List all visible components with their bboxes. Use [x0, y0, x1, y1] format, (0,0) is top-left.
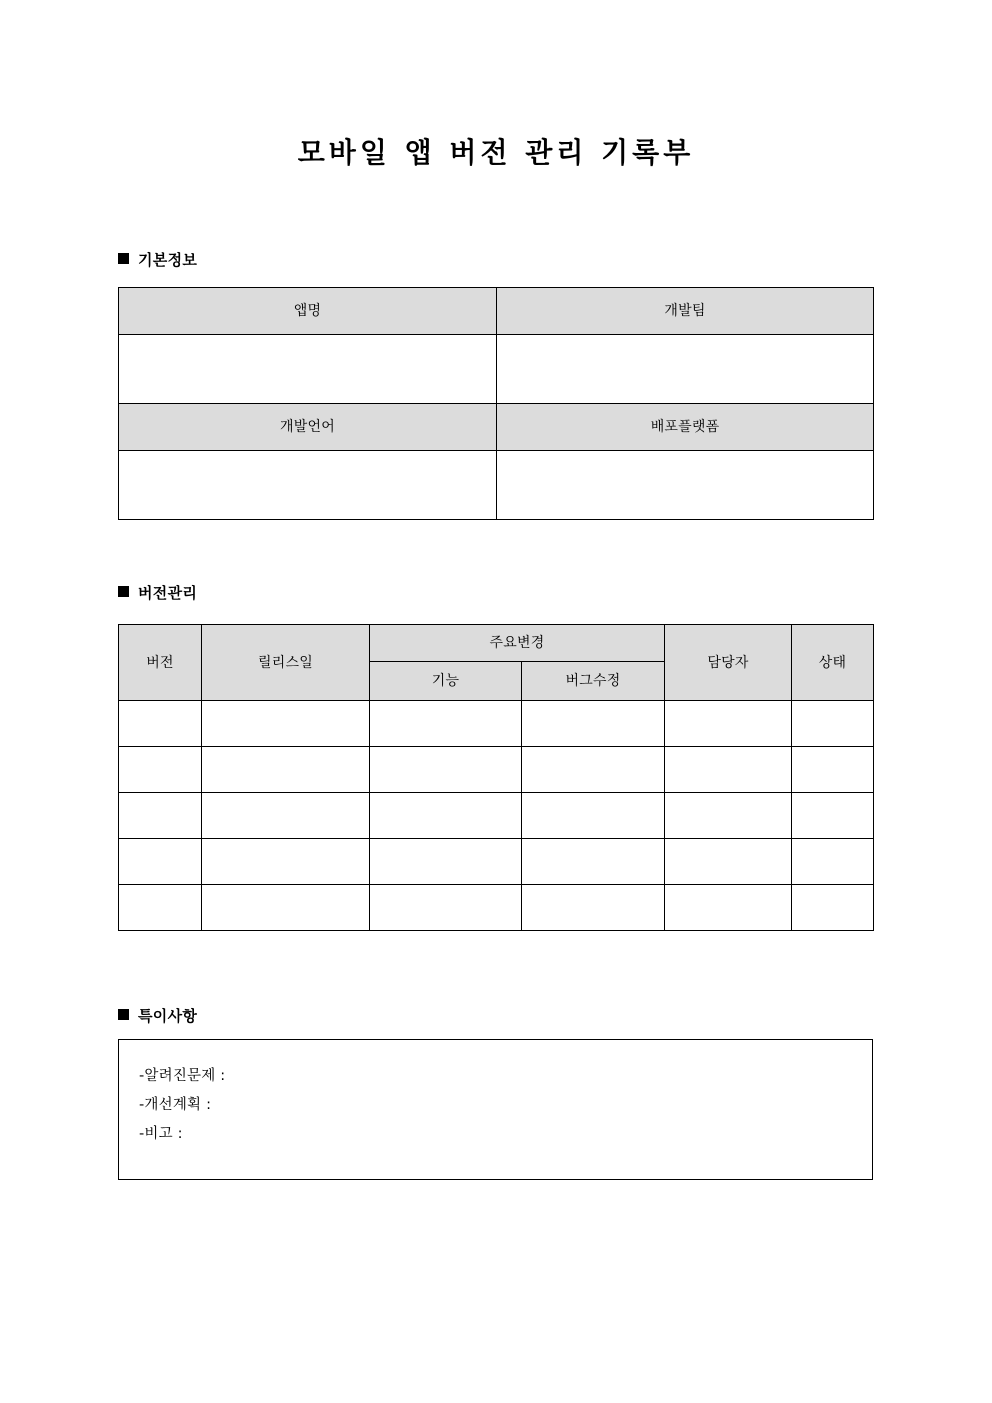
cell-bugfix[interactable]	[522, 839, 665, 885]
label-cell-dev-team: 개발팀	[497, 288, 874, 335]
table-row-basic-labels-2	[119, 404, 874, 451]
column-header-owner: 담당자	[665, 625, 792, 701]
cell-bugfix[interactable]	[522, 701, 665, 747]
cell-release-date[interactable]	[202, 793, 370, 839]
table-row	[119, 793, 874, 839]
section-heading-version-management	[118, 582, 197, 604]
label-cell-deploy-platform: 배포플랫폼	[497, 404, 874, 451]
table-header-row-top	[119, 625, 874, 662]
value-cell-dev-team[interactable]	[497, 335, 874, 404]
cell-release-date[interactable]	[202, 747, 370, 793]
column-header-bugfix: 버그수정	[522, 662, 665, 701]
square-bullet-icon	[118, 1009, 129, 1020]
notes-line-remarks: -비고 :	[139, 1126, 183, 1142]
column-header-release-date: 릴리스일	[202, 625, 370, 701]
cell-feature[interactable]	[370, 701, 522, 747]
value-cell-deploy-platform[interactable]	[497, 451, 874, 520]
column-header-major-changes: 주요변경	[370, 625, 665, 662]
square-bullet-icon	[118, 253, 129, 264]
table-row-basic-labels-1	[119, 288, 874, 335]
cell-version[interactable]	[119, 839, 202, 885]
table-row	[119, 747, 874, 793]
value-cell-dev-language[interactable]	[119, 451, 497, 520]
cell-status[interactable]	[792, 885, 874, 931]
special-notes-box[interactable]	[118, 1039, 873, 1180]
cell-feature[interactable]	[370, 885, 522, 931]
cell-feature[interactable]	[370, 839, 522, 885]
column-header-version: 버전	[119, 625, 202, 701]
cell-release-date[interactable]	[202, 885, 370, 931]
cell-feature[interactable]	[370, 747, 522, 793]
cell-status[interactable]	[792, 839, 874, 885]
notes-line-improvement-plan: -개선계획 :	[139, 1097, 212, 1113]
cell-version[interactable]	[119, 747, 202, 793]
cell-bugfix[interactable]	[522, 885, 665, 931]
cell-status[interactable]	[792, 793, 874, 839]
column-header-status: 상태	[792, 625, 874, 701]
section-heading-version-management-label: 버전관리	[138, 584, 198, 602]
cell-owner[interactable]	[665, 885, 792, 931]
version-management-table	[118, 624, 874, 931]
cell-status[interactable]	[792, 747, 874, 793]
cell-owner[interactable]	[665, 793, 792, 839]
table-row	[119, 839, 874, 885]
section-heading-basic-info	[118, 249, 197, 271]
cell-version[interactable]	[119, 701, 202, 747]
value-cell-app-name[interactable]	[119, 335, 497, 404]
special-notes-lines	[119, 1040, 872, 1149]
table-row	[119, 701, 874, 747]
notes-line-known-issues: -알려진문제 :	[139, 1068, 226, 1084]
section-heading-basic-info-label: 기본정보	[138, 251, 198, 269]
table-row	[119, 885, 874, 931]
cell-owner[interactable]	[665, 747, 792, 793]
cell-status[interactable]	[792, 701, 874, 747]
table-row-basic-values-1	[119, 335, 874, 404]
cell-owner[interactable]	[665, 839, 792, 885]
square-bullet-icon	[118, 586, 129, 597]
cell-feature[interactable]	[370, 793, 522, 839]
basic-info-table	[118, 287, 874, 520]
column-header-feature: 기능	[370, 662, 522, 701]
cell-bugfix[interactable]	[522, 793, 665, 839]
cell-release-date[interactable]	[202, 701, 370, 747]
cell-version[interactable]	[119, 793, 202, 839]
cell-release-date[interactable]	[202, 839, 370, 885]
table-row-basic-values-2	[119, 451, 874, 520]
cell-version[interactable]	[119, 885, 202, 931]
section-heading-special-notes	[118, 1005, 197, 1027]
page-title: 모바일 앱 버전 관리 기록부	[297, 136, 695, 169]
label-cell-app-name: 앱명	[119, 288, 497, 335]
cell-bugfix[interactable]	[522, 747, 665, 793]
label-cell-dev-language: 개발언어	[119, 404, 497, 451]
section-heading-special-notes-label: 특이사항	[138, 1007, 198, 1025]
cell-owner[interactable]	[665, 701, 792, 747]
